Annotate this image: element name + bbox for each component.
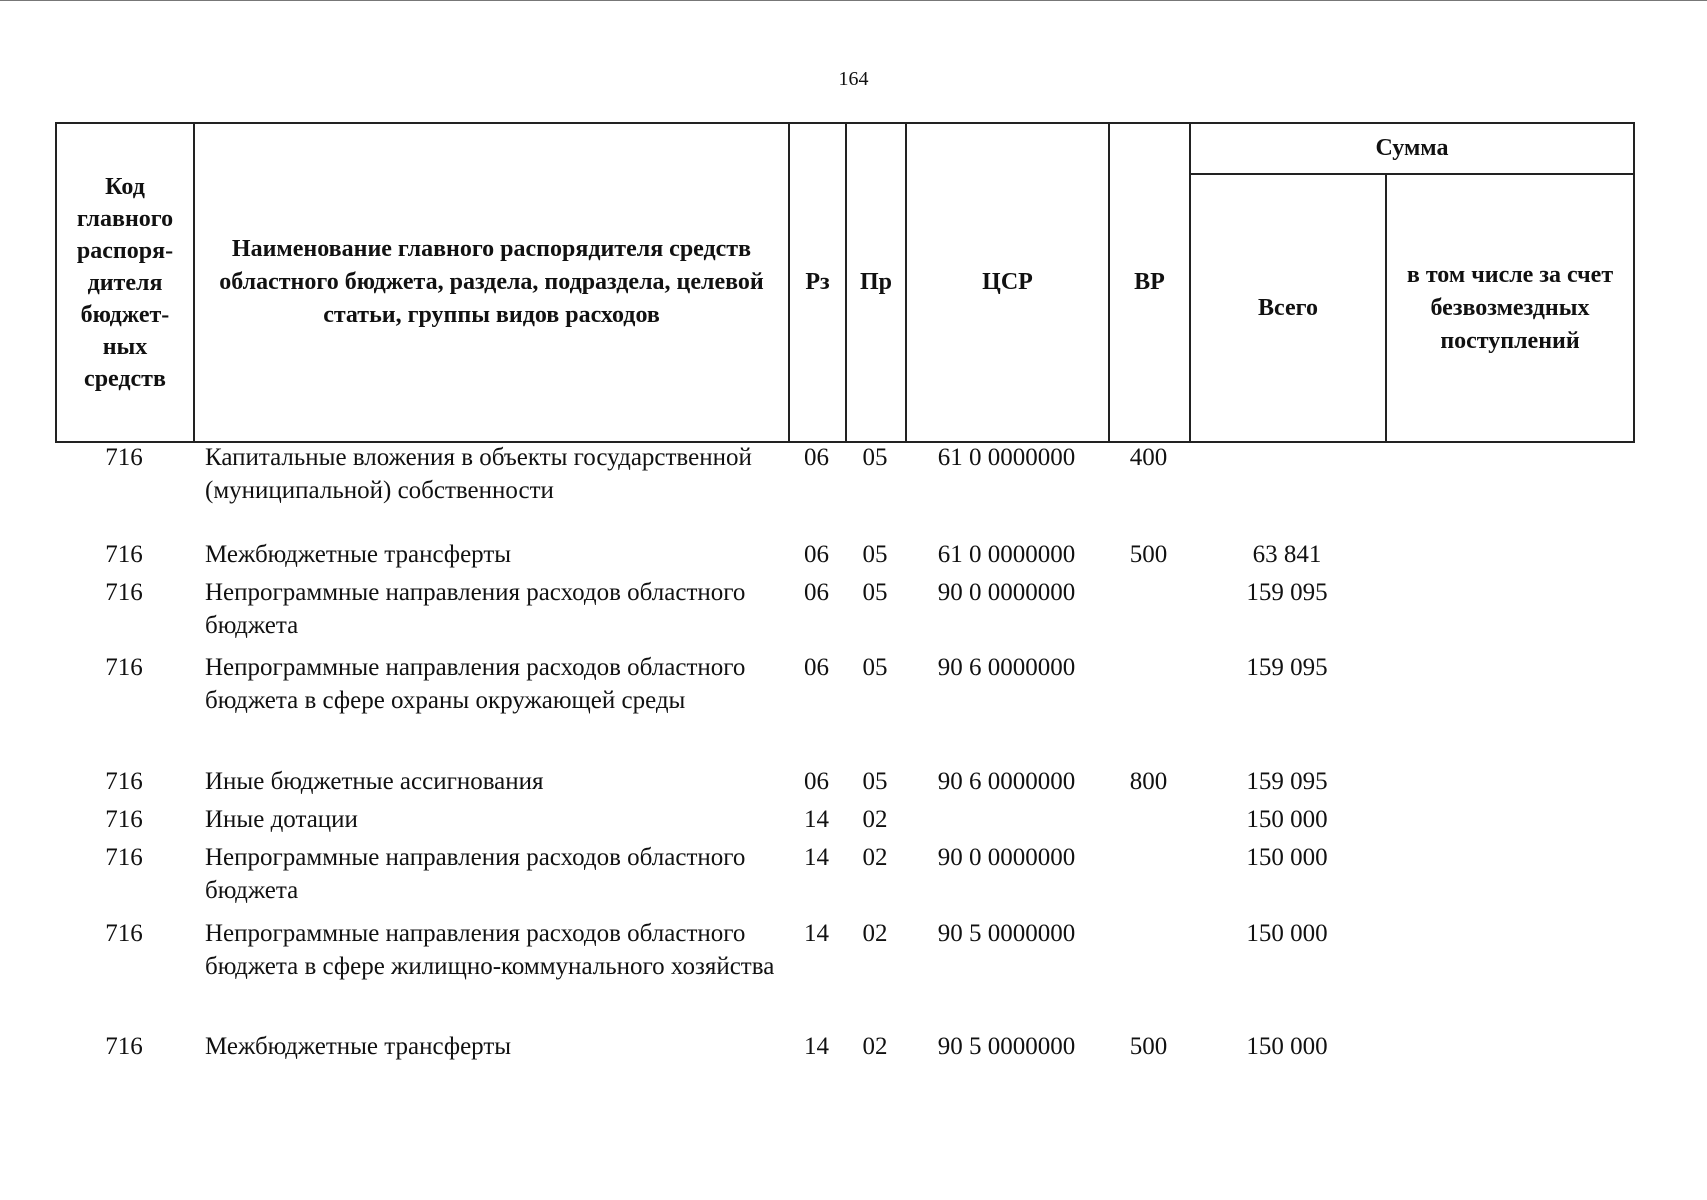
table-row xyxy=(55,765,1633,803)
cell-name: Капитальные вложения в объекты государственной (муниципальной) собственности xyxy=(205,444,752,504)
cell-total: 159 095 xyxy=(1246,654,1328,681)
cell-rz: 14 xyxy=(804,844,829,871)
cell-total: 150 000 xyxy=(1246,844,1328,871)
cell-pr: 05 xyxy=(862,768,888,795)
table-body xyxy=(55,441,1633,1068)
cell-free xyxy=(1385,1030,1633,1068)
cell-vr xyxy=(1108,917,1189,1030)
cell-rz: 06 xyxy=(804,654,829,681)
cell-pr: 02 xyxy=(862,844,888,871)
header-free: в том числе за счет безвозмездных поступлений xyxy=(1386,174,1634,442)
table-row xyxy=(55,803,1633,841)
cell-csr: 61 0 0000000 xyxy=(937,444,1076,471)
cell-csr: 90 5 0000000 xyxy=(937,920,1076,947)
table-row xyxy=(55,917,1633,1030)
cell-total: 159 095 xyxy=(1246,579,1328,606)
header-rz: Рз xyxy=(789,123,846,442)
cell-free xyxy=(1385,538,1633,576)
cell-free xyxy=(1385,841,1633,917)
cell-csr: 61 0 0000000 xyxy=(937,541,1076,568)
cell-total: 150 000 xyxy=(1246,1033,1328,1060)
cell-free xyxy=(1385,803,1633,841)
cell-vr xyxy=(1108,803,1189,841)
header-code: Код главного распоря-дителя бюджет-ных средств xyxy=(56,123,194,442)
cell-free xyxy=(1385,651,1633,765)
cell-vr: 500 xyxy=(1129,1033,1168,1060)
header-pr: Пр xyxy=(846,123,906,442)
cell-vr: 500 xyxy=(1129,541,1168,568)
cell-rz: 06 xyxy=(804,579,829,606)
cell-csr: 90 6 0000000 xyxy=(937,654,1076,681)
cell-rz: 06 xyxy=(804,768,829,795)
cell-rz: 14 xyxy=(804,1033,829,1060)
cell-csr: 90 0 0000000 xyxy=(937,579,1076,606)
table-header xyxy=(55,122,1635,443)
top-rule xyxy=(0,0,1707,1)
cell-free xyxy=(1385,765,1633,803)
cell-free xyxy=(1385,576,1633,651)
cell-total xyxy=(1189,441,1385,538)
cell-code: 716 xyxy=(105,768,143,795)
cell-code: 716 xyxy=(105,844,143,871)
page-number: 164 xyxy=(838,68,869,90)
table-row xyxy=(55,1030,1633,1068)
table-row xyxy=(55,576,1633,651)
cell-vr xyxy=(1108,576,1189,651)
cell-rz: 06 xyxy=(804,541,829,568)
cell-rz: 14 xyxy=(804,920,829,947)
table-row xyxy=(55,651,1633,765)
cell-code: 716 xyxy=(105,541,143,568)
table-row xyxy=(55,841,1633,917)
cell-pr: 05 xyxy=(862,654,888,681)
header-sum: Сумма xyxy=(1190,123,1634,174)
cell-code: 716 xyxy=(105,920,143,947)
cell-csr xyxy=(905,803,1108,841)
header-csr: ЦСР xyxy=(906,123,1109,442)
cell-name: Иные бюджетные ассигнования xyxy=(205,768,544,795)
cell-total: 63 841 xyxy=(1252,541,1322,568)
cell-name: Непрограммные направления расходов областного бюджета xyxy=(205,844,746,904)
cell-code: 716 xyxy=(105,444,143,471)
cell-name: Межбюджетные трансферты xyxy=(205,541,512,568)
cell-name: Иные дотации xyxy=(205,806,358,833)
cell-csr: 90 0 0000000 xyxy=(937,844,1076,871)
cell-total: 150 000 xyxy=(1246,920,1328,947)
cell-total: 150 000 xyxy=(1246,806,1328,833)
cell-total: 159 095 xyxy=(1246,768,1328,795)
cell-vr: 400 xyxy=(1129,444,1168,471)
cell-pr: 02 xyxy=(862,920,888,947)
cell-pr: 02 xyxy=(862,806,888,833)
table-row xyxy=(55,441,1633,538)
cell-name: Непрограммные направления расходов областного бюджета xyxy=(205,579,746,639)
header-vr: ВР xyxy=(1109,123,1190,442)
cell-code: 716 xyxy=(105,1033,143,1060)
cell-code: 716 xyxy=(105,654,143,681)
cell-code: 716 xyxy=(105,579,143,606)
cell-pr: 05 xyxy=(862,541,888,568)
cell-pr: 05 xyxy=(862,579,888,606)
cell-csr: 90 6 0000000 xyxy=(937,768,1076,795)
cell-csr: 90 5 0000000 xyxy=(937,1033,1076,1060)
table-row xyxy=(55,538,1633,576)
cell-vr: 800 xyxy=(1129,768,1168,795)
header-total: Всего xyxy=(1190,174,1386,442)
cell-vr xyxy=(1108,841,1189,917)
cell-name: Непрограммные направления расходов областного бюджета в сфере охраны окружающей среды xyxy=(205,654,746,714)
cell-rz: 06 xyxy=(804,444,829,471)
cell-free xyxy=(1385,917,1633,1030)
cell-pr: 05 xyxy=(862,444,888,471)
cell-name: Непрограммные направления расходов областного бюджета в сфере жилищно-коммунального хозяйства xyxy=(205,920,775,980)
cell-vr xyxy=(1108,651,1189,765)
cell-pr: 02 xyxy=(862,1033,888,1060)
cell-code: 716 xyxy=(105,806,143,833)
header-name: Наименование главного распорядителя средств областного бюджета, раздела, подраздела, целевой статьи, группы видов расходов xyxy=(194,123,789,442)
cell-name: Межбюджетные трансферты xyxy=(205,1033,512,1060)
cell-free xyxy=(1385,441,1633,538)
cell-rz: 14 xyxy=(804,806,829,833)
